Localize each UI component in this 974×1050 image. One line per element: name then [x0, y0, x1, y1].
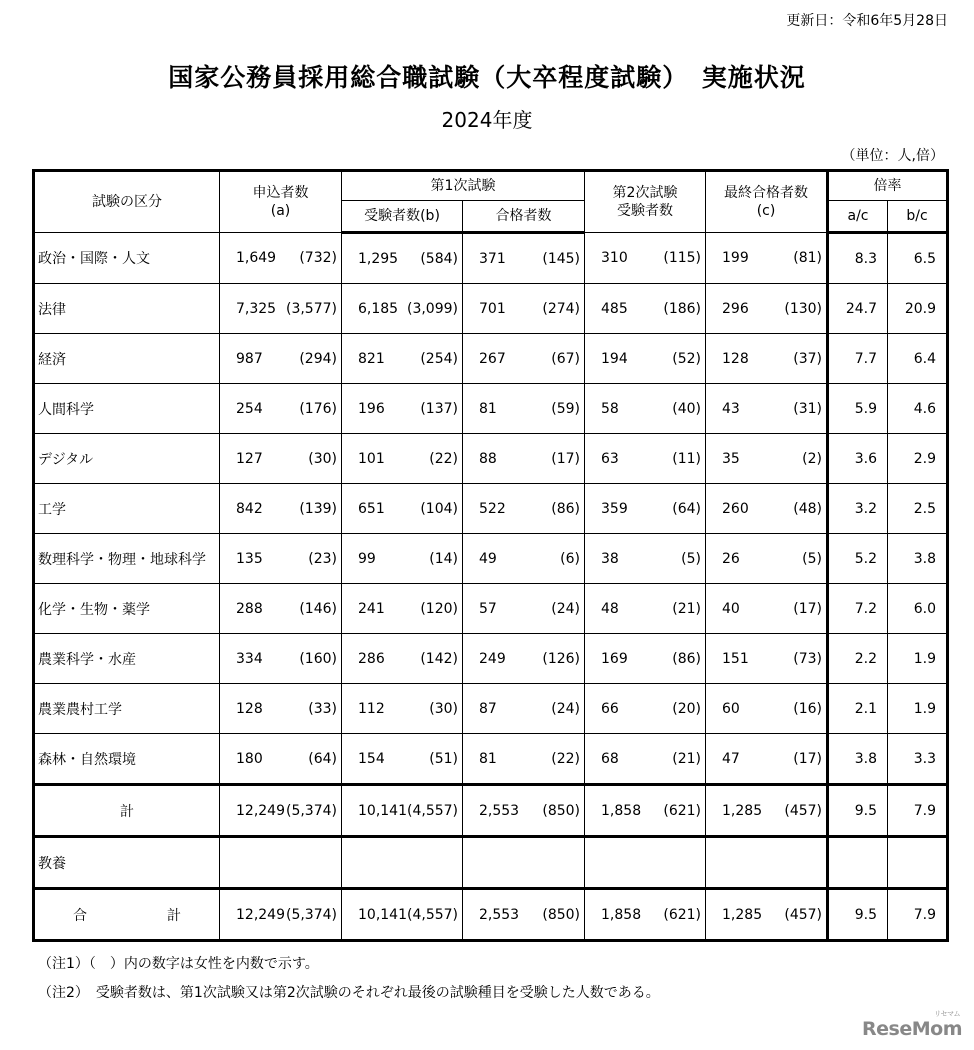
pair-cell — [706, 734, 828, 785]
female-count-value: (22) — [429, 450, 458, 467]
pair-cell — [585, 734, 706, 785]
count-value: 49 — [479, 550, 497, 567]
count-value: 10,141 — [358, 802, 407, 819]
pair-cell — [342, 233, 463, 284]
female-count-value: (5,374) — [285, 802, 337, 819]
count-value: 987 — [236, 350, 263, 367]
female-count-value: (24) — [551, 700, 581, 717]
pair-cell — [585, 334, 706, 384]
ratio-bc-value: 7.9 — [888, 889, 948, 941]
pair-cell — [463, 384, 585, 434]
pair-cell — [706, 889, 828, 941]
count-value: 241 — [358, 600, 385, 617]
header-applicants — [220, 171, 342, 233]
count-value: 26 — [722, 550, 740, 567]
pair-cell — [220, 284, 342, 334]
count-value: 1,285 — [722, 802, 763, 819]
header-category: 試験の区分 — [34, 171, 220, 233]
pair-cell — [706, 384, 828, 434]
ratio-bc-value: 6.5 — [888, 233, 948, 284]
pair-cell — [342, 684, 463, 734]
female-count-value: (48) — [793, 500, 823, 517]
count-value: 359 — [601, 500, 628, 517]
unit-note: （単位：人,倍） — [841, 148, 944, 164]
table-row — [34, 434, 948, 484]
female-count-value: (186) — [663, 300, 702, 317]
female-count-value: (17) — [551, 450, 581, 467]
count-value: 249 — [479, 650, 506, 667]
table-row — [34, 584, 948, 634]
pair-cell — [585, 434, 706, 484]
female-count-value: (73) — [793, 650, 823, 667]
empty-cell — [888, 837, 948, 889]
count-value: 334 — [236, 650, 263, 667]
female-count-value: (5) — [802, 550, 823, 567]
updated-date: 更新日：令和6年5月28日 — [786, 13, 948, 29]
female-count-value: (3,099) — [406, 300, 458, 317]
count-value: 286 — [358, 650, 385, 667]
empty-cell — [463, 837, 585, 889]
total-label-b: 計 — [167, 907, 181, 924]
pair-cell — [706, 634, 828, 684]
kyoyo-row — [34, 837, 948, 889]
ratio-ac-value: 5.9 — [828, 384, 888, 434]
pair-cell — [585, 684, 706, 734]
female-count-value: (67) — [551, 350, 581, 367]
resemom-logo-sub: リセマム — [934, 1010, 960, 1018]
ratio-ac-value: 7.2 — [828, 584, 888, 634]
ratio-ac-value: 3.2 — [828, 484, 888, 534]
female-count-value: (850) — [542, 802, 581, 819]
ratio-ac-value: 8.3 — [828, 233, 888, 284]
count-value: 371 — [479, 250, 506, 267]
category-label: 化学・生物・薬学 — [34, 584, 220, 634]
count-value: 88 — [479, 450, 497, 467]
count-value: 57 — [479, 600, 497, 617]
female-count-value: (16) — [793, 700, 823, 717]
empty-cell — [585, 837, 706, 889]
subtotal-row — [34, 785, 948, 837]
count-value: 194 — [601, 350, 628, 367]
count-value: 1,295 — [358, 250, 399, 267]
count-value: 1,858 — [601, 906, 642, 923]
female-count-value: (137) — [420, 400, 458, 417]
header-ratio-ac: a/c — [828, 201, 888, 233]
total-label-a: 合 — [73, 907, 87, 924]
female-count-value: (457) — [784, 906, 823, 923]
header-ratio-bc: b/c — [888, 201, 948, 233]
count-value: 296 — [722, 300, 749, 317]
count-value: 10,141 — [358, 906, 407, 923]
female-count-value: (17) — [793, 600, 823, 617]
female-count-value: (584) — [420, 250, 458, 267]
count-value: 12,249 — [236, 802, 285, 819]
header-final-pass — [706, 171, 828, 233]
pair-cell — [463, 584, 585, 634]
female-count-value: (51) — [429, 750, 458, 767]
pair-cell — [585, 384, 706, 434]
ratio-ac-value: 2.1 — [828, 684, 888, 734]
pair-cell — [220, 684, 342, 734]
count-value: 35 — [722, 450, 740, 467]
female-count-value: (142) — [420, 650, 458, 667]
count-value: 66 — [601, 700, 619, 717]
pair-cell — [706, 434, 828, 484]
ratio-ac-value: 5.2 — [828, 534, 888, 584]
count-value: 87 — [479, 700, 497, 717]
female-count-value: (254) — [420, 350, 458, 367]
female-count-value: (146) — [299, 600, 337, 617]
empty-cell — [828, 837, 888, 889]
female-count-value: (2) — [802, 450, 823, 467]
table-row — [34, 284, 948, 334]
pair-cell — [585, 284, 706, 334]
count-value: 154 — [358, 750, 385, 767]
pair-cell — [342, 584, 463, 634]
count-value: 63 — [601, 450, 619, 467]
female-count-value: (14) — [429, 550, 458, 567]
pair-cell — [342, 785, 463, 837]
header-second-exam-label: 第2次試験 — [612, 185, 678, 201]
female-count-value: (130) — [784, 300, 823, 317]
count-value: 485 — [601, 300, 628, 317]
ratio-bc-value: 6.4 — [888, 334, 948, 384]
category-label: 人間科学 — [34, 384, 220, 434]
empty-cell — [342, 837, 463, 889]
pair-cell — [220, 634, 342, 684]
count-value: 1,649 — [236, 250, 277, 266]
pair-cell — [342, 284, 463, 334]
resemom-logo — [862, 1010, 962, 1040]
female-count-value: (86) — [672, 650, 702, 667]
pair-cell — [220, 534, 342, 584]
female-count-value: (4,557) — [407, 802, 459, 819]
count-value: 267 — [479, 350, 506, 367]
female-count-value: (17) — [793, 750, 823, 767]
female-count-value: (20) — [672, 700, 702, 717]
count-value: 112 — [358, 700, 385, 717]
pair-cell — [585, 584, 706, 634]
pair-cell — [706, 785, 828, 837]
pair-cell — [463, 785, 585, 837]
count-value: 2,553 — [479, 906, 520, 923]
female-count-value: (40) — [672, 400, 702, 417]
pair-cell — [342, 484, 463, 534]
count-value: 151 — [722, 650, 749, 667]
count-value: 48 — [601, 600, 619, 617]
female-count-value: (104) — [420, 500, 458, 517]
female-count-value: (120) — [420, 600, 458, 617]
table-row — [34, 334, 948, 384]
table-row — [34, 484, 948, 534]
female-count-value: (126) — [542, 650, 581, 667]
count-value: 180 — [236, 750, 263, 767]
pair-cell — [463, 434, 585, 484]
total-label — [34, 889, 220, 941]
page-title: 国家公務員採用総合職試験（大卒程度試験） 実施状況 — [168, 63, 806, 92]
header-first-pass: 合格者数 — [463, 201, 585, 233]
ratio-bc-value: 4.6 — [888, 384, 948, 434]
notes — [38, 950, 660, 1008]
female-count-value: (64) — [672, 500, 702, 517]
count-value: 135 — [236, 550, 263, 567]
count-value: 701 — [479, 300, 506, 317]
note-2: （注2） 受験者数は、第1次試験又は第2次試験のそれぞれ最後の試験種目を受験した人数である。 — [38, 985, 660, 1001]
kyoyo-label: 教養 — [34, 837, 220, 889]
category-label: 農業農村工学 — [34, 684, 220, 734]
exam-status-table — [32, 169, 949, 942]
table-row — [34, 684, 948, 734]
female-count-value: (24) — [551, 600, 581, 617]
count-value: 651 — [358, 500, 385, 517]
female-count-value: (30) — [308, 450, 337, 467]
count-value: 7,325 — [236, 300, 277, 317]
pair-cell — [220, 785, 342, 837]
ratio-ac-value: 24.7 — [828, 284, 888, 334]
pair-cell — [342, 634, 463, 684]
female-count-value: (732) — [299, 250, 337, 266]
pair-cell — [463, 634, 585, 684]
pair-cell — [706, 484, 828, 534]
count-value: 260 — [722, 500, 749, 517]
female-count-value: (59) — [551, 400, 581, 417]
female-count-value: (52) — [672, 350, 702, 367]
ratio-bc-value: 1.9 — [888, 684, 948, 734]
header-second-exam — [585, 171, 706, 233]
ratio-bc-value: 3.8 — [888, 534, 948, 584]
category-label: 工学 — [34, 484, 220, 534]
female-count-value: (139) — [299, 500, 337, 517]
ratio-bc-value: 1.9 — [888, 634, 948, 684]
female-count-value: (3,577) — [285, 300, 337, 317]
ratio-ac-value: 3.6 — [828, 434, 888, 484]
header-first-takers: 受験者数(b) — [342, 201, 463, 233]
header-second-takers: 受験者数 — [617, 203, 674, 219]
pair-cell — [342, 534, 463, 584]
female-count-value: (176) — [299, 400, 337, 417]
female-count-value: (850) — [542, 906, 581, 923]
count-value: 81 — [479, 750, 497, 767]
pair-cell — [585, 534, 706, 584]
category-label: 経済 — [34, 334, 220, 384]
female-count-value: (621) — [663, 906, 702, 923]
female-count-value: (160) — [299, 650, 337, 667]
category-label: デジタル — [34, 434, 220, 484]
pair-cell — [220, 734, 342, 785]
ratio-bc-value: 2.9 — [888, 434, 948, 484]
female-count-value: (21) — [672, 600, 702, 617]
count-value: 101 — [358, 450, 385, 467]
pair-cell — [706, 684, 828, 734]
resemom-logo-text: ReseMom — [862, 1018, 962, 1040]
category-label: 農業科学・水産 — [34, 634, 220, 684]
count-value: 99 — [358, 550, 376, 567]
ratio-ac-value: 3.8 — [828, 734, 888, 785]
pair-cell — [220, 233, 342, 284]
female-count-value: (5,374) — [285, 906, 337, 923]
count-value: 1,285 — [722, 906, 763, 923]
pair-cell — [463, 889, 585, 941]
count-value: 1,858 — [601, 802, 642, 819]
female-count-value: (115) — [663, 250, 702, 266]
pair-cell — [342, 384, 463, 434]
pair-cell — [585, 233, 706, 284]
female-count-value: (31) — [793, 400, 823, 417]
count-value: 60 — [722, 700, 740, 717]
empty-cell — [706, 837, 828, 889]
ratio-ac-value: 7.7 — [828, 334, 888, 384]
count-value: 68 — [601, 750, 619, 767]
pair-cell — [220, 434, 342, 484]
female-count-value: (30) — [429, 700, 458, 717]
female-count-value: (457) — [784, 802, 823, 819]
table-row — [34, 534, 948, 584]
table-row — [34, 734, 948, 785]
pair-cell — [585, 785, 706, 837]
count-value: 254 — [236, 400, 263, 417]
female-count-value: (81) — [793, 250, 823, 266]
female-count-value: (4,557) — [407, 906, 459, 923]
count-value: 522 — [479, 500, 506, 517]
pair-cell — [220, 484, 342, 534]
pair-cell — [463, 334, 585, 384]
pair-cell — [585, 889, 706, 941]
count-value: 288 — [236, 600, 263, 617]
subtotal-label: 計 — [34, 785, 220, 837]
count-value: 127 — [236, 450, 263, 467]
pair-cell — [342, 334, 463, 384]
pair-cell — [463, 534, 585, 584]
note-1: （注1）（ ）内の数字は女性を内数で示す。 — [38, 956, 319, 972]
pair-cell — [342, 889, 463, 941]
ratio-ac-value: 9.5 — [828, 889, 888, 941]
ratio-bc-value: 20.9 — [888, 284, 948, 334]
pair-cell — [463, 484, 585, 534]
pair-cell — [463, 284, 585, 334]
count-value: 169 — [601, 650, 628, 667]
page-subtitle: 2024年度 — [441, 108, 533, 132]
table-row — [34, 233, 948, 284]
category-label: 数理科学・物理・地球科学 — [34, 534, 220, 584]
count-value: 47 — [722, 750, 740, 767]
pair-cell — [220, 334, 342, 384]
female-count-value: (294) — [299, 350, 337, 367]
ratio-bc-value: 7.9 — [888, 785, 948, 837]
pair-cell — [463, 233, 585, 284]
pair-cell — [342, 734, 463, 785]
female-count-value: (86) — [551, 500, 581, 517]
ratio-bc-value: 2.5 — [888, 484, 948, 534]
count-value: 199 — [722, 250, 749, 266]
category-label: 政治・国際・人文 — [34, 233, 220, 284]
header-applicants-sub: (a) — [270, 203, 291, 219]
empty-cell — [220, 837, 342, 889]
female-count-value: (37) — [793, 350, 823, 367]
category-label: 森林・自然環境 — [34, 734, 220, 785]
count-value: 196 — [358, 400, 385, 417]
pair-cell — [463, 734, 585, 785]
pair-cell — [585, 634, 706, 684]
female-count-value: (23) — [308, 550, 337, 567]
count-value: 40 — [722, 600, 740, 617]
pair-cell — [585, 484, 706, 534]
pair-cell — [706, 584, 828, 634]
female-count-value: (33) — [308, 700, 337, 717]
count-value: 58 — [601, 400, 619, 417]
category-label: 法律 — [34, 284, 220, 334]
table-row — [34, 634, 948, 684]
ratio-ac-value: 9.5 — [828, 785, 888, 837]
total-row — [34, 889, 948, 941]
pair-cell — [220, 584, 342, 634]
count-value: 821 — [358, 350, 385, 367]
count-value: 128 — [236, 700, 263, 717]
female-count-value: (621) — [663, 802, 702, 819]
header-first-exam: 第1次試験 — [342, 171, 585, 201]
pair-cell — [220, 889, 342, 941]
female-count-value: (5) — [681, 550, 702, 567]
table-row — [34, 384, 948, 434]
header-final-pass-label: 最終合格者数 — [724, 185, 809, 201]
ratio-bc-value: 6.0 — [888, 584, 948, 634]
count-value: 6,185 — [358, 300, 399, 317]
count-value: 310 — [601, 250, 628, 266]
pair-cell — [706, 334, 828, 384]
pair-cell — [463, 684, 585, 734]
female-count-value: (11) — [672, 450, 702, 467]
female-count-value: (6) — [560, 550, 581, 567]
header-applicants-label: 申込者数 — [252, 185, 309, 201]
female-count-value: (274) — [542, 300, 581, 317]
count-value: 842 — [236, 500, 263, 517]
pair-cell — [706, 534, 828, 584]
pair-cell — [220, 384, 342, 434]
count-value: 43 — [722, 400, 740, 417]
ratio-ac-value: 2.2 — [828, 634, 888, 684]
header-final-pass-sub: (c) — [756, 203, 776, 219]
pair-cell — [342, 434, 463, 484]
count-value: 128 — [722, 350, 749, 367]
female-count-value: (22) — [551, 750, 581, 767]
header-ratio: 倍率 — [828, 171, 948, 201]
count-value: 81 — [479, 400, 497, 417]
female-count-value: (145) — [542, 250, 581, 267]
female-count-value: (21) — [672, 750, 702, 767]
count-value: 12,249 — [236, 906, 285, 923]
count-value: 38 — [601, 550, 619, 567]
female-count-value: (64) — [308, 750, 337, 767]
ratio-bc-value: 3.3 — [888, 734, 948, 785]
pair-cell — [706, 233, 828, 284]
count-value: 2,553 — [479, 802, 520, 819]
pair-cell — [706, 284, 828, 334]
